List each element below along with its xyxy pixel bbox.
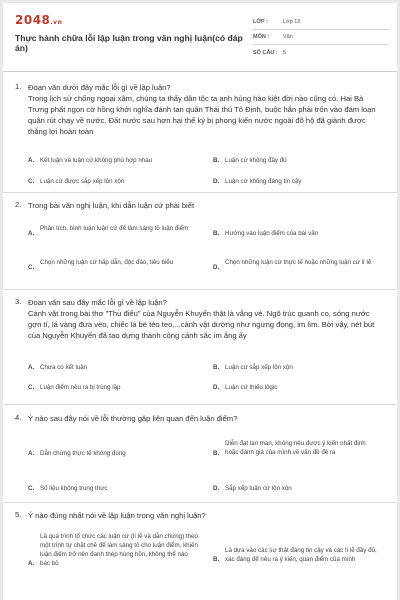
site-logo[interactable]	[15, 13, 62, 27]
option-letter: D.	[213, 178, 220, 185]
question-text: Ý nào sau đây nói về lỗi thường gặp liên quan đến luận điểm?	[28, 414, 238, 423]
option-text: Luận cứ thiếu lôgic	[225, 384, 278, 391]
question-text: Đoạn văn dưới đây mắc lỗi gì về lập luận? Trong lịch sử chống ngoại xâm, chúng ta thấy dân tộc ta anh hùng hào kiệt đời nào cũng có. Hai Bà Trưng phất ngọn cờ hồng khởi nghĩa đánh tan quân Thái thú Tô Định, buộc hắn phải trốn vào đám loạn quân rút chạy về nước. Đất nước sau hơn hai thế kỷ bị phong kiến nước ngoài đô hộ đã giành được thắng lợi hoàn toàn	[28, 83, 376, 136]
document-header	[3, 3, 397, 67]
option-letter: A.	[28, 560, 35, 567]
option-text: Sắp xếp luận cứ lộn xộn	[225, 485, 292, 492]
meta-value: Văn	[283, 34, 293, 40]
option-text: Chọn những luận cứ thực tế hoặc những luận cứ lí lẽ	[225, 259, 372, 266]
document-title: Thực hành chữa lỗi lập luận trong văn nghị luận(có đáp án)	[15, 33, 243, 53]
option-letter: B.	[213, 450, 220, 457]
header-divider	[3, 71, 397, 72]
option-letter: D.	[213, 264, 220, 271]
option-text: Diễn đạt lan man, không nêu được ý kiến nhất định hoặc đánh giá của mình về vấn đề đề ra	[225, 440, 366, 456]
question-5	[15, 510, 387, 600]
option-text: Phân tích, bình luận luận cứ để làm sáng tỏ luận điểm	[40, 225, 189, 232]
option-letter: D.	[213, 384, 220, 391]
meta-value: Lớp 12	[283, 19, 301, 25]
question-divider	[3, 404, 397, 405]
option-letter: B.	[213, 556, 220, 563]
option-text: Luận cứ không đáng tin cậy	[225, 178, 302, 185]
question-number: 4.	[15, 413, 22, 422]
question-number: 1.	[15, 82, 22, 91]
meta-value: 5	[283, 49, 287, 56]
question-text: Đoạn văn sau đây mắc lỗi gì về lập luận? Cảnh vật trong bài thơ "Thu điếu" của Nguyễn Khuyến thật là vắng vẻ. Ngõ trúc quanh co, sóng nước gợn tí, lá vàng đưa vèo, chiếc lá bé tẻo teo,...cảnh vật dường như ngưng đọng, im lìm. Bởi vậy, nét bút của Nguyễn Khuyến đã tạo dựng thành công cảnh sắc im ắng ấy	[28, 298, 375, 340]
question-number: 2.	[15, 200, 22, 209]
question-4	[15, 413, 387, 503]
option-letter: A.	[28, 157, 35, 164]
question-number: 3.	[15, 297, 22, 306]
question-text: Trong bài văn nghị luận, khi dẫn luận cứ phải biết	[28, 201, 195, 210]
meta-key: MÔN :	[253, 34, 270, 40]
option-letter: B.	[213, 230, 220, 237]
option-letter: A.	[28, 450, 35, 457]
question-2	[15, 200, 387, 284]
question-1	[15, 82, 387, 202]
document-page	[3, 3, 397, 600]
option-letter: C.	[28, 485, 35, 492]
logo-suffix: .vn	[50, 19, 63, 26]
meta-table	[253, 15, 389, 60]
option-text: Chưa có kết luận	[40, 364, 88, 371]
option-text: Là quá trình tổ chức các luận cứ (lí lẽ và dẫn chứng) theo một trình tự chặt chẽ để làm sáng tỏ cho luận điểm, khiến luận điểm trở nên đanh thép hùng hồn, không thể nào bác bỏ	[40, 533, 198, 567]
question-divider	[3, 192, 397, 193]
question-divider	[3, 289, 397, 290]
option-letter: A.	[28, 230, 35, 237]
option-text: Chọn những luận cứ hấp dẫn, độc đáo, tiêu biểu	[40, 259, 174, 266]
option-letter: C.	[28, 264, 35, 271]
option-letter: D.	[213, 485, 220, 492]
meta-key: SỐ CÂU :	[253, 49, 278, 56]
meta-row-count	[253, 45, 389, 60]
option-text: Hướng vào luận điểm của bài văn	[225, 230, 319, 237]
logo-text: 2048	[15, 13, 51, 27]
question-divider	[3, 502, 397, 503]
question-number: 5.	[15, 510, 22, 519]
meta-row-grade	[253, 15, 389, 30]
option-text: Luận cứ không đầy đủ	[225, 157, 287, 164]
question-text: Ý nào đúng nhất nói về lập luận trong văn nghị luận?	[28, 511, 206, 520]
option-letter: A.	[28, 364, 35, 371]
option-text: Luận cứ được sắp xếp lộn xộn	[40, 178, 125, 185]
question-3	[15, 297, 387, 407]
meta-key: LỚP :	[253, 19, 268, 25]
meta-row-subject	[253, 30, 389, 45]
option-letter: B.	[213, 157, 220, 164]
option-letter: B.	[213, 364, 220, 371]
option-text: Dẫn chứng thực tế không đúng	[40, 450, 126, 457]
option-text: Là dựa vào các sự thật đáng tin cậy và các lí lẽ đầy đủ, xác đáng để nêu ra ý kiến, quan điểm của mình	[225, 547, 377, 563]
option-text: Số liệu không trung thực	[40, 485, 108, 492]
option-letter: C.	[28, 178, 35, 185]
option-letter: C.	[28, 384, 35, 391]
option-text: Kết luận và luận cứ không phù hợp nhau	[40, 157, 153, 164]
option-text: Luận cứ sắp xếp lộn xộn	[225, 364, 293, 371]
option-text: Luận điểm nêu ra bị trùng lặp	[40, 384, 121, 391]
